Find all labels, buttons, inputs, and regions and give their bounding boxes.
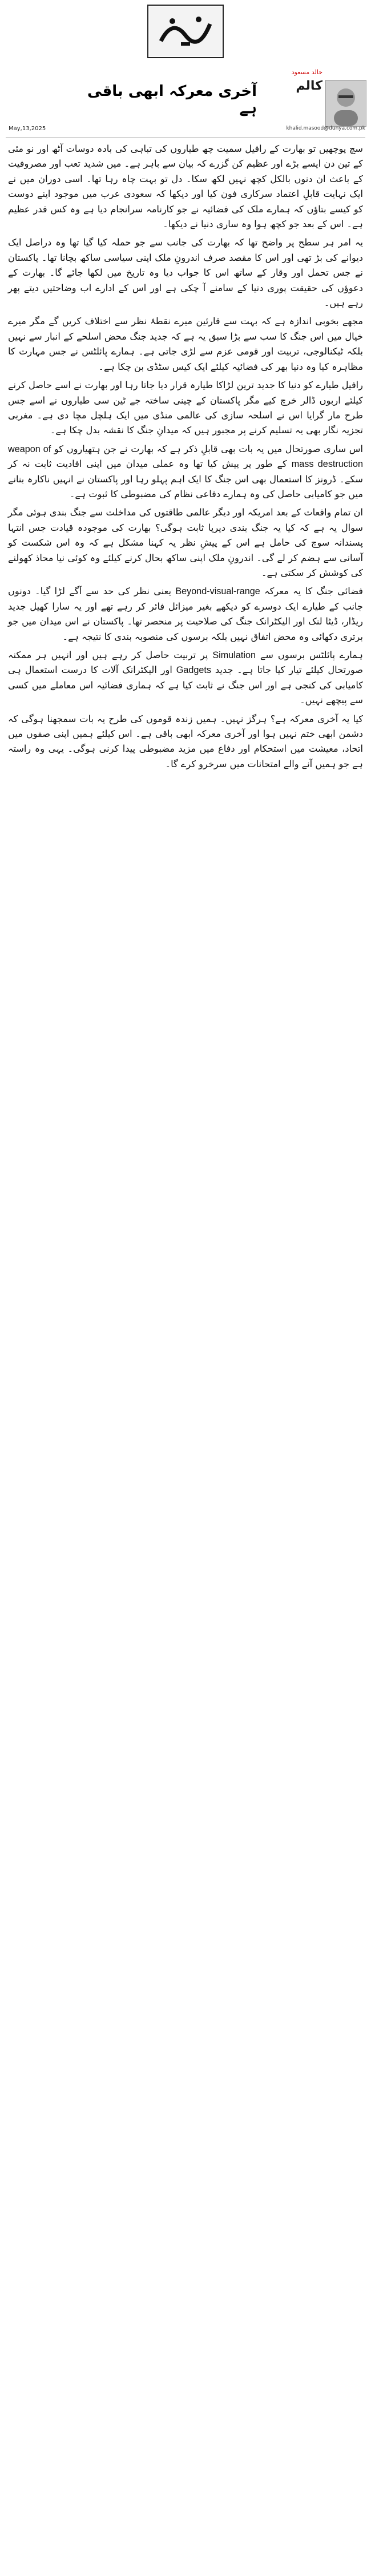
column-title: آخری معرکہ ابھی باقی ہے (87, 83, 257, 117)
header-divider (6, 137, 365, 138)
article-text: یعنی نظر کی حد سے آگے لڑا گیا۔ دونوں جانب کے طیارے ایک دوسرے کو دیکھے بغیر میزائل فائر کر رہے تھے اور یہ سارا کھیل جدید ریڈار، ڈیٹا لنک اور الیکٹرانک جنگ کی صلاحیت پر منحصر تھا۔ پاکستان نے اس میدان میں جو برتری دکھائی وہ محض اتفاق نہیں بلکہ برسوں کی منصوبہ بندی کا نتیجہ ہے۔ (8, 586, 363, 642)
article-paragraph-with-term (8, 584, 363, 644)
article-text: اس ساری صورتحال میں یہ بات بھی قابلِ ذکر ہے کہ بھارت نے جن ہتھیاروں کو (51, 443, 363, 454)
article-paragraph: سچ پوچھیں تو بھارت کے رافیل سمیت چھ طیاروں کی تباہی کی بادہ دوسات آٹھ اور نو مئی کے تین دن ایسے بڑے اور عظیم کن گزرے کہ بیان سے باہر ہے۔ میں شدید تعب اور مصروفیت کے باعث ان دنوں بالکل کچھ نہیں لکھ سکا۔ دل تو بہت چاہ رہا تھا۔ اسی دوران میں نے ایک نہایت قابلِ اعتماد سرکاری فون کیا اور دیکھا کہ سعودی عرب میں موجود اپنے دوست کو کیسے بتاؤں کہ ہمارے ملک کی فضائیہ نے جو کارنامہ سرانجام دیا ہے وہ کس قدر عظیم ہے۔ اس کے بعد جو کچھ ہوا وہ ساری دنیا نے دیکھا۔ (8, 143, 363, 230)
english-term: Gadgets (176, 665, 211, 676)
english-term: weapon of mass destruction (8, 444, 363, 470)
article-paragraph: یہ امر ہر سطح پر واضح تھا کہ بھارت کی جانب سے جو حملہ کیا گیا تھا وہ دراصل ایک دیوانے کی بڑ تھی اور اس کا مقصد صرف اندرونِ ملک اپنی سیاسی ساکھ بچانا تھا۔ پاکستان نے جس تحمل اور وقار کے ساتھ اس کا جواب دیا وہ تاریخ میں لکھا جائے گا۔ بھارت کے دعوؤں کی حقیقت پوری دنیا کے سامنے آ چکی ہے اور اس کے ادارے اب وضاحتیں دیتے پھر رہے ہیں۔ (8, 237, 363, 309)
english-term: Beyond-visual-range (175, 586, 260, 597)
article-paragraph: مجھے بخوبی اندازہ ہے کہ بہت سے قارئین میرے نقطۂ نظر سے اختلاف کریں گے مگر میرے خیال میں اس جنگ کا سب سے بڑا سبق یہ ہے کہ جدید جنگ محض اسلحے کے انبار سے نہیں بلکہ ٹیکنالوجی، تربیت اور قومی عزم سے لڑی جاتی ہے۔ ہمارے پائلٹس نے جس مہارت کا مظاہرہ کیا وہ دنیا بھر کی فضائیہ کیلئے ایک کیس سٹڈی بن چکا ہے۔ (8, 316, 363, 372)
article-text: پر تربیت حاصل کر رہے ہیں اور انہیں ہر ممکنہ صورتحال کیلئے تیار کیا جاتا ہے۔ جدید (8, 650, 363, 676)
article-text: ہمارے پائلٹس برسوں سے (255, 650, 363, 660)
masthead (0, 0, 371, 132)
author-email: khalid.masood@dunya.com.pk (286, 126, 365, 131)
article-paragraph: رافیل طیارے کو دنیا کا جدید ترین لڑاکا طیارہ قرار دیا جاتا رہا اور بھارت نے اسے حاصل کرنے کیلئے اربوں ڈالر خرچ کیے مگر پاکستان کے چینی ساختہ جے ٹین سی طیاروں نے اسے جس طرح مار گرایا اس نے اسلحہ سازی کی عالمی منڈی میں ایک ہلچل مچا دی ہے۔ مغربی تجزیہ نگار بھی یہ تسلیم کرنے پر مجبور ہیں کہ میدانِ جنگ کا نقشہ بدل چکا ہے۔ (8, 380, 363, 436)
article-paragraph: ان تمام واقعات کے بعد امریکہ اور دیگر عالمی طاقتوں کی مداخلت سے جنگ بندی ہوئی مگر سوال یہ ہے کہ کیا یہ جنگ بندی دیرپا ثابت ہوگی؟ بھارت کی موجودہ قیادت جس انتہا پسندانہ سوچ کی حامل ہے اس کے پیشِ نظر یہ کہنا مشکل ہے کہ وہ اس شکست کو آسانی سے ہضم کر لے گی۔ اندرونِ ملک اپنی ساکھ بحال کرنے کیلئے وہ کوئی نیا محاذ کھولنے کی کوشش کر سکتی ہے۔ (8, 507, 363, 578)
column-brand-label: کالم (296, 79, 322, 93)
publication-date: May,13,2025 (9, 126, 46, 132)
author-portrait-icon (326, 80, 366, 126)
newspaper-logo (147, 5, 224, 58)
article-text: اور الیکٹرانک آلات کا درست استعمال ہی کامیابی کی کنجی ہے اور اس جنگ نے ثابت کیا ہے کہ ہماری فضائیہ اس معاملے میں کسی سے پیچھے نہیں۔ (8, 664, 363, 706)
article-paragraph: کیا یہ آخری معرکہ ہے؟ ہرگز نہیں۔ ہمیں زندہ قوموں کی طرح یہ بات سمجھنا ہوگی کہ دشمن ابھی ختم نہیں ہوا اور آخری معرکہ ابھی باقی ہے۔ اس کیلئے ہمیں اپنی صفوں میں اتحاد، معیشت میں استحکام اور دفاع میں مزید مضبوطی پیدا کرنی ہوگی۔ یہی وہ راستہ ہے جو ہمیں آنے والے امتحانات میں سرخرو کرے گا۔ (8, 713, 363, 769)
article-text: کے طور پر پیش کیا تھا وہ عملی میدان میں اپنی افادیت ثابت نہ کر سکے۔ ڈرونز کا استعمال بھی اس جنگ کا ایک اہم پہلو رہا اور پاکستان نے انہیں ناکارہ بنانے میں جو کامیابی حاصل کی وہ ہمارے دفاعی نظام کی مضبوطی کا ثبوت ہے۔ (8, 458, 363, 499)
author-name: خالد مسعود (291, 68, 322, 76)
article-paragraph-with-term (8, 442, 363, 502)
english-term: Simulation (212, 650, 256, 660)
author-photo (325, 80, 366, 127)
article-text: فضائی جنگ کا یہ معرکہ (260, 586, 363, 597)
dunya-logo-icon (150, 7, 221, 56)
article-paragraph-with-term (8, 648, 363, 708)
article-body (8, 142, 363, 775)
